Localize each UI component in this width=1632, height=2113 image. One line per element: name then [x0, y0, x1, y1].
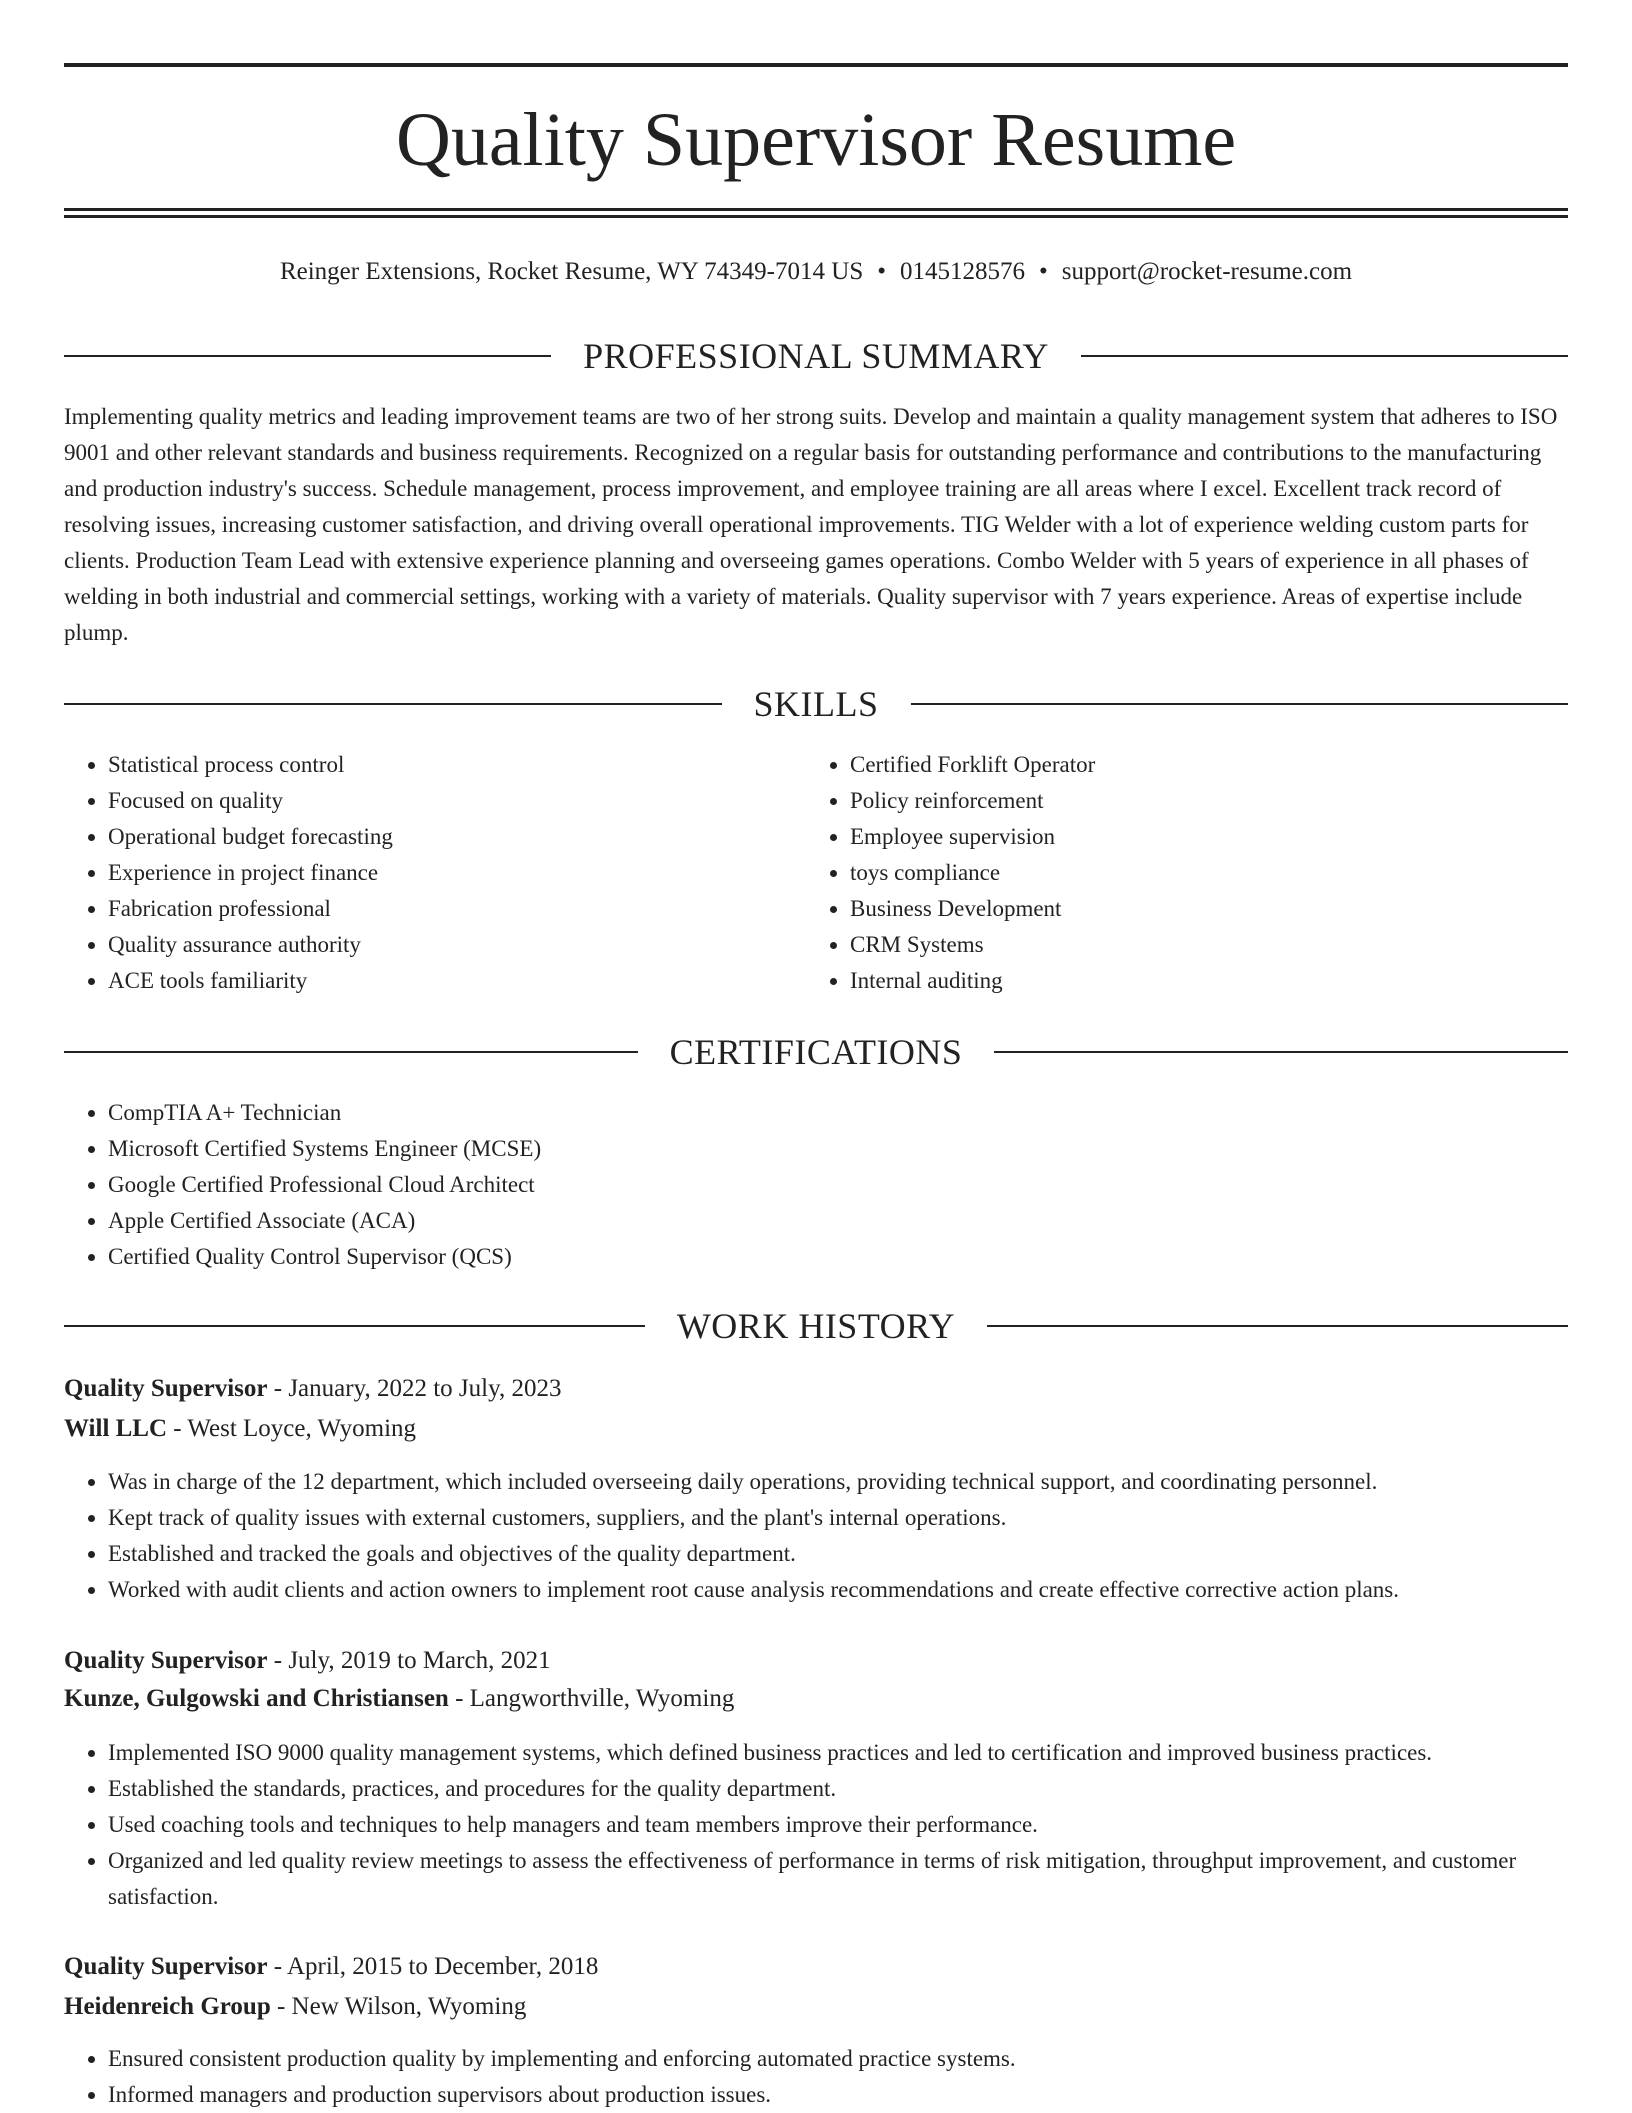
- top-rule: [64, 63, 1568, 67]
- job-bullet: • Used coaching tools and techniques to help managers and team members improve their performance.: [108, 1807, 1612, 1843]
- certification-item: • Certified Quality Control Supervisor (QCS): [108, 1239, 1548, 1275]
- certification-item: • CompTIA A+ Technician: [108, 1095, 1548, 1131]
- job-title: Quality Supervisor: [64, 1647, 268, 1674]
- skill-item: • ACE tools familiarity: [108, 963, 788, 999]
- work-history-heading-label: WORK HISTORY: [676, 1306, 956, 1346]
- job-company-line: [64, 1410, 1568, 1448]
- divider: [64, 1325, 645, 1327]
- certification-item: • Apple Certified Associate (ACA): [108, 1203, 1548, 1239]
- skill-item: • Statistical process control: [108, 747, 788, 783]
- contact-separator: •: [1038, 258, 1048, 285]
- work-history-heading: [64, 1304, 1568, 1348]
- skill-item: • Fabrication professional: [108, 891, 788, 927]
- job-dates: - April, 2015 to December, 2018: [267, 1953, 599, 1980]
- job-bullet: • Organized and led quality review meetings to assess the effectiveness of performance in terms of risk mitigation, throughput improvement, and customer satisfaction.: [108, 1843, 1612, 1915]
- job-bullet: • Informed managers and production supervisors about production issues.: [108, 2077, 1608, 2113]
- divider: [64, 703, 722, 705]
- job-bullet: • Kept track of quality issues with external customers, suppliers, and the plant's internal operations.: [108, 1500, 1608, 1536]
- contact-address: Reinger Extensions, Rocket Resume, WY 74349-7014 US: [279, 258, 864, 285]
- job-bullets: [64, 1464, 1608, 1608]
- skill-item: • toys compliance: [850, 855, 1550, 891]
- job-company: Heidenreich Group: [64, 1993, 271, 2020]
- divider: [911, 703, 1569, 705]
- job-title-line: [64, 1948, 1568, 1986]
- contact-line: [64, 254, 1568, 290]
- skills-list-left: [64, 747, 788, 999]
- job-title-line: [64, 1642, 1568, 1680]
- skill-item: • Business Development: [850, 891, 1550, 927]
- job-location: - West Loyce, Wyoming: [167, 1415, 417, 1442]
- job-bullet: • Ensured consistent production quality by implementing and enforcing automated practice systems.: [108, 2041, 1608, 2077]
- certifications-heading-label: CERTIFICATIONS: [669, 1032, 963, 1072]
- job-bullet: • Implemented ISO 9000 quality management systems, which defined business practices and led to certification and improved business practices.: [108, 1735, 1612, 1771]
- contact-separator: •: [877, 258, 886, 285]
- title-double-rule: [64, 208, 1568, 218]
- skill-item: • Operational budget forecasting: [108, 819, 788, 855]
- page-title: Quality Supervisor Resume: [395, 98, 1237, 182]
- job-company: Will LLC: [64, 1415, 168, 1442]
- divider: [64, 1051, 638, 1053]
- job-title: Quality Supervisor: [64, 1953, 268, 1980]
- skills-list-right: [806, 747, 1550, 999]
- certifications-list: [64, 1095, 1548, 1275]
- certification-item: • Microsoft Certified Systems Engineer (MCSE): [108, 1131, 1548, 1167]
- job-bullets: [64, 2041, 1608, 2113]
- skill-item: • Quality assurance authority: [108, 927, 788, 963]
- certification-item: • Google Certified Professional Cloud Architect: [108, 1167, 1548, 1203]
- job-company-line: [64, 1988, 1568, 2026]
- skill-item: • CRM Systems: [850, 927, 1550, 963]
- job-title: Quality Supervisor: [64, 1375, 268, 1402]
- contact-phone: 0145128576: [899, 258, 1025, 285]
- job-bullet: • Was in charge of the 12 department, which included overseeing daily operations, providing technical support, and coordinating personnel.: [108, 1464, 1608, 1500]
- job-dates: - July, 2019 to March, 2021: [267, 1647, 551, 1674]
- summary-heading: [64, 334, 1568, 378]
- summary-heading-label: PROFESSIONAL SUMMARY: [583, 336, 1049, 376]
- skill-item: • Focused on quality: [108, 783, 788, 819]
- skills-heading: [64, 682, 1568, 726]
- job-bullet: • Established and tracked the goals and objectives of the quality department.: [108, 1536, 1608, 1572]
- skills-heading-label: SKILLS: [753, 684, 879, 724]
- skill-item: • Experience in project finance: [108, 855, 788, 891]
- job-bullet: • Established the standards, practices, and procedures for the quality department.: [108, 1771, 1612, 1807]
- job-bullets: [64, 1735, 1612, 1915]
- skill-item: • Certified Forklift Operator: [850, 747, 1550, 783]
- skill-item: • Policy reinforcement: [850, 783, 1550, 819]
- certifications-heading: [64, 1030, 1568, 1074]
- divider: [987, 1325, 1568, 1327]
- job-title-line: [64, 1370, 1568, 1408]
- contact-email: support@rocket-resume.com: [1061, 258, 1353, 285]
- job-location: - Langworthville, Wyoming: [448, 1685, 735, 1712]
- job-company: Kunze, Gulgowski and Christiansen: [64, 1685, 449, 1712]
- job-bullet: • Worked with audit clients and action owners to implement root cause analysis recommendations and create effective corrective action plans.: [108, 1572, 1608, 1608]
- job-location: - New Wilson, Wyoming: [270, 1993, 527, 2020]
- skill-item: • Employee supervision: [850, 819, 1550, 855]
- divider: [1081, 355, 1568, 357]
- divider: [64, 355, 551, 357]
- job-dates: - January, 2022 to July, 2023: [267, 1375, 562, 1402]
- summary-text: Implementing quality metrics and leading improvement teams are two of her strong suits. Develop and maintain a quality management system that adheres to ISO 9001 and other relevant standards and business requirements. Recognized on a regular basis for outstanding performance and contributions to the manufacturing and production industry's success. Schedule management, process improvement, and employee training are all areas where I excel. Excellent track record of resolving issues, increasing customer satisfaction, and driving overall operational improvements. TIG Welder with a lot of experience welding custom parts for clients. Production Team Lead with extensive experience planning and overseeing games operations. Combo Welder with 5 years of experience in all phases of welding in both industrial and commercial settings, working with a variety of materials. Quality supervisor with 7 years experience. Areas of expertise include plump.: [64, 404, 1558, 645]
- divider: [994, 1051, 1568, 1053]
- job-company-line: [64, 1680, 1568, 1718]
- skill-item: • Internal auditing: [850, 963, 1550, 999]
